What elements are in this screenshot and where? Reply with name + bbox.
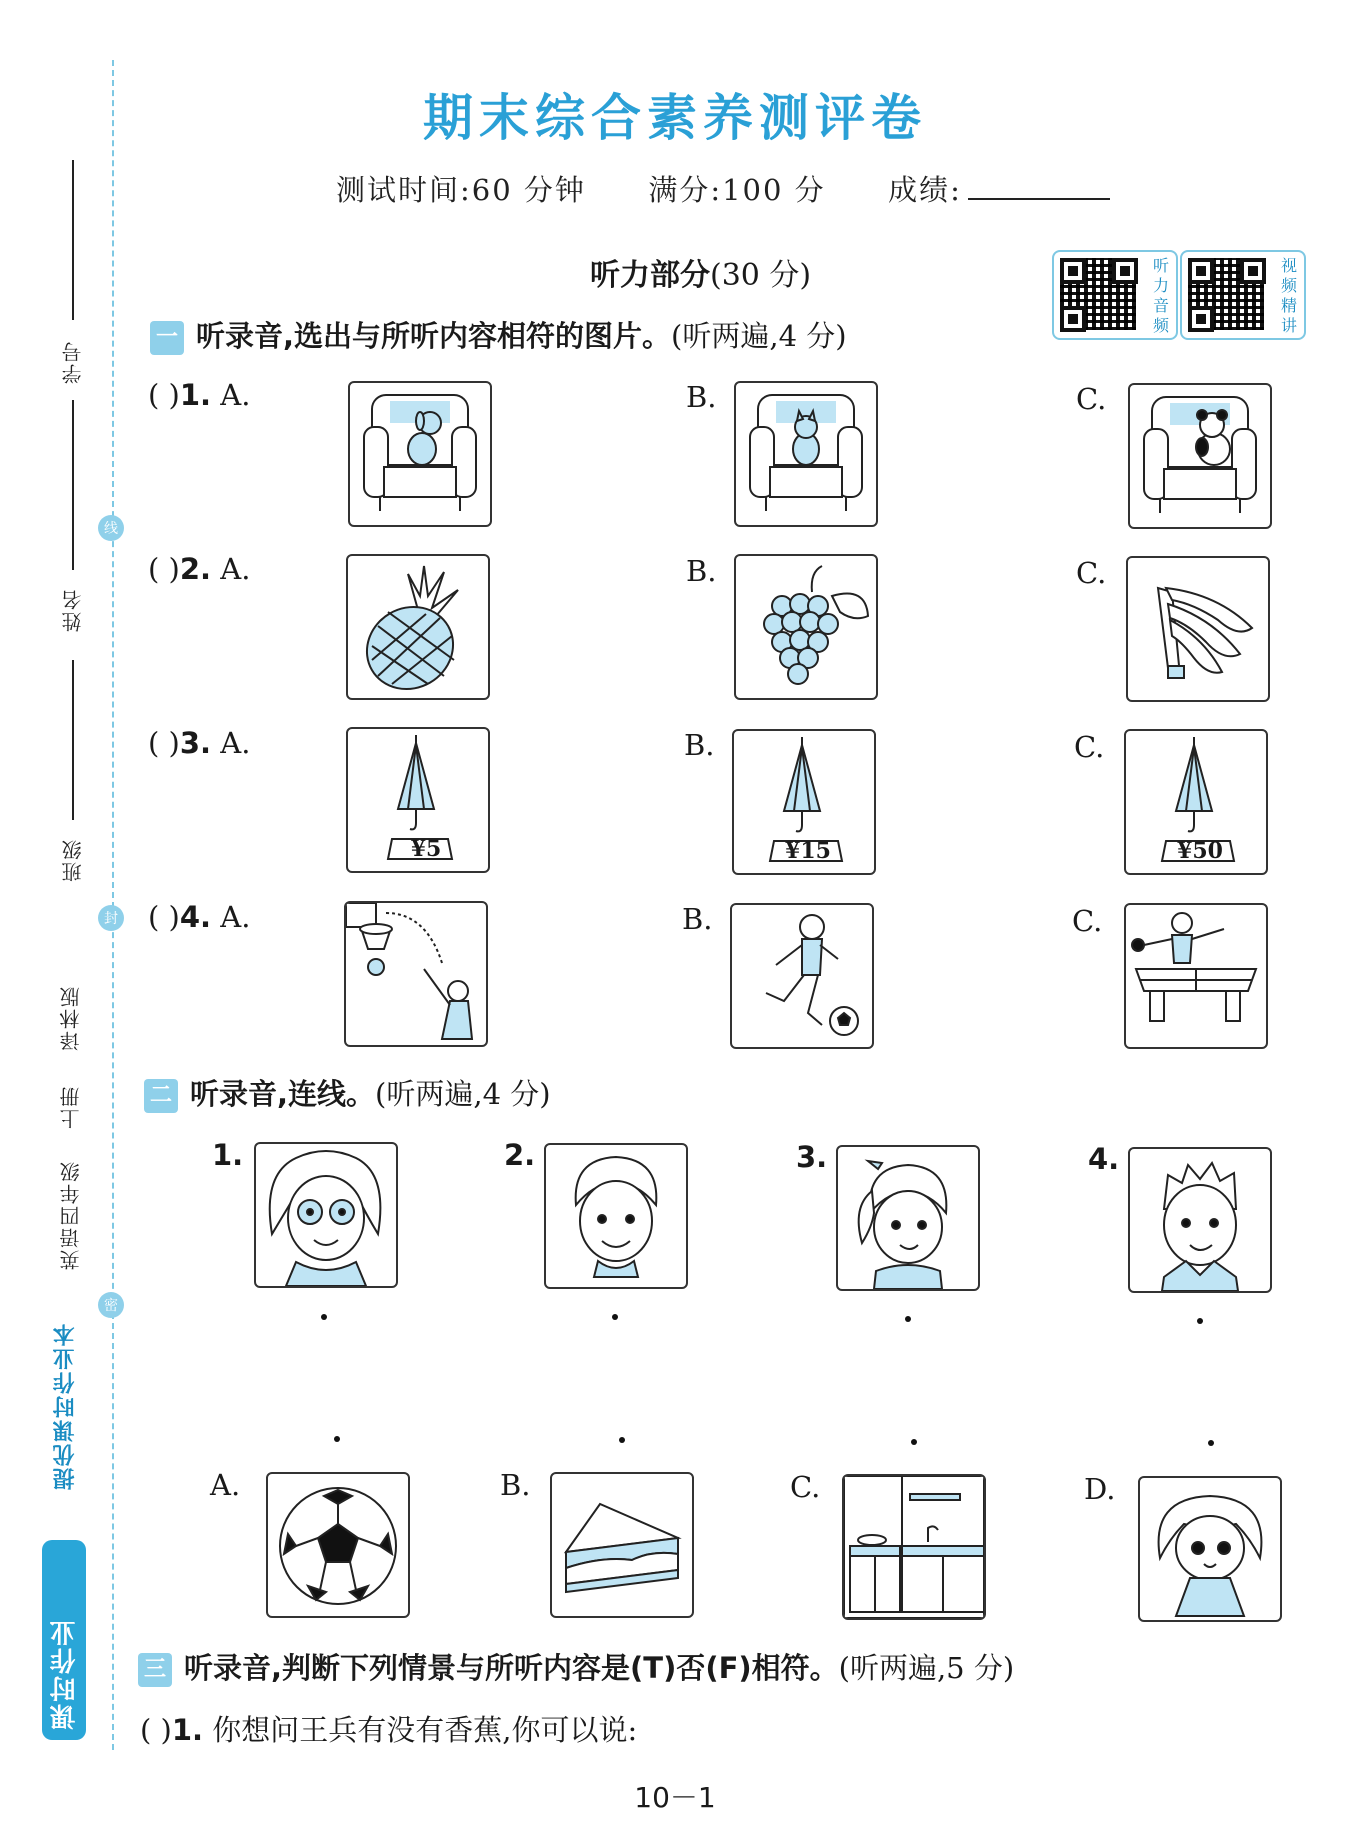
connect-dot-top-1[interactable]: [321, 1314, 327, 1320]
connect-dot-bottom-b[interactable]: [619, 1437, 625, 1443]
pineapple-image[interactable]: [346, 554, 490, 700]
qr-listening-audio[interactable]: 听力音频: [1052, 250, 1178, 340]
s1-q3-label: ( )3. A.: [148, 726, 251, 760]
s2-top-label-1: 1.: [212, 1138, 244, 1172]
price-tag-50: ¥50: [1177, 838, 1223, 864]
part-title: 听力部分(30 分): [590, 258, 812, 293]
doll-image[interactable]: [1138, 1476, 1282, 1622]
connect-dot-top-3[interactable]: [905, 1316, 911, 1322]
s2-top-label-2: 2.: [504, 1138, 536, 1172]
s1-q2-label: ( )2. A.: [148, 552, 251, 586]
page-number: 10－1: [634, 1781, 716, 1814]
s2-top-label-3: 3.: [796, 1140, 828, 1174]
section-3-heading: 三 听录音,判断下列情景与所听内容是(T)否(F)相符。(听两遍,5 分): [138, 1646, 1014, 1687]
section-1-heading: 一 听录音,选出与所听内容相符的图片。(听两遍,4 分): [150, 314, 847, 355]
s3-q1: ( )1. 你想问王兵有没有香蕉,你可以说:: [140, 1713, 638, 1747]
exam-info: [336, 168, 1110, 209]
binding-mark-line: 线: [98, 515, 124, 541]
s1-q3-option-b: B.: [684, 728, 715, 762]
boy-2-image[interactable]: [1128, 1147, 1272, 1293]
girl-ponytail-image[interactable]: [836, 1145, 980, 1291]
connect-dot-top-2[interactable]: [612, 1314, 618, 1320]
kitchen-image[interactable]: [842, 1474, 986, 1620]
armchair-dog-image[interactable]: [348, 381, 492, 527]
s1-q3-option-c: C.: [1074, 730, 1105, 764]
score-blank: [968, 174, 1110, 200]
exam-full-score: 满分:100 分: [648, 173, 826, 207]
book-volume: 上册: [59, 1085, 83, 1129]
s2-bottom-label-b: B.: [500, 1468, 531, 1502]
s1-q2-option-b: B.: [686, 554, 717, 588]
woman-glasses-image[interactable]: [254, 1142, 398, 1288]
s1-q4-label: ( )4. A.: [148, 900, 251, 934]
book-grade: 英语四年级: [59, 1160, 83, 1270]
armchair-panda-image[interactable]: [1128, 383, 1272, 529]
s1-q1-option-b: B.: [686, 380, 717, 414]
connect-dot-bottom-a[interactable]: [334, 1436, 340, 1442]
armchair-cat-image[interactable]: [734, 381, 878, 527]
grapes-image[interactable]: [734, 554, 878, 700]
section-2-heading: 二 听录音,连线。(听两遍,4 分): [144, 1072, 551, 1113]
price-tag-15: ¥15: [785, 838, 831, 864]
book-edition: 译林版: [59, 985, 83, 1051]
connect-dot-top-4[interactable]: [1197, 1318, 1203, 1324]
bananas-image[interactable]: [1126, 556, 1270, 702]
name-fill-line: [72, 400, 74, 570]
binding-mark-secret: 密: [98, 1292, 124, 1318]
sandwich-image[interactable]: [550, 1472, 694, 1618]
s1-q4-option-c: C.: [1072, 904, 1103, 938]
football-player-image[interactable]: [730, 903, 874, 1049]
s2-bottom-label-d: D.: [1084, 1472, 1116, 1506]
s2-bottom-label-c: C.: [790, 1470, 821, 1504]
basketball-image[interactable]: [344, 901, 488, 1047]
s1-q4-option-b: B.: [682, 902, 713, 936]
table-tennis-image[interactable]: [1124, 903, 1268, 1049]
student-no-label: 学号: [61, 340, 85, 384]
class-label: 班级: [61, 838, 85, 882]
student-no-fill-line: [72, 160, 74, 320]
name-label: 姓名: [61, 588, 85, 632]
page-title: 期末综合素养测评卷: [423, 89, 927, 147]
exam-score-label: 成绩:: [888, 173, 962, 207]
s1-q1-label: ( )1. A.: [148, 378, 251, 412]
connect-dot-bottom-c[interactable]: [911, 1439, 917, 1445]
exam-time: 测试时间:60 分钟: [336, 173, 586, 207]
s2-top-label-4: 4.: [1088, 1142, 1120, 1176]
series-name: 提优课时作业本: [53, 1322, 78, 1490]
qr-video-lecture[interactable]: 视频精讲: [1180, 250, 1306, 340]
binding-mark-seal: 封: [98, 905, 124, 931]
s1-q2-option-c: C.: [1076, 556, 1107, 590]
brand-logo: 课时作业: [42, 1540, 86, 1740]
s1-q1-option-c: C.: [1076, 382, 1107, 416]
class-fill-line: [72, 660, 74, 820]
price-tag-5: ¥5: [410, 836, 442, 862]
connect-dot-bottom-d[interactable]: [1208, 1440, 1214, 1446]
s2-bottom-label-a: A.: [210, 1468, 241, 1502]
boy-image[interactable]: [544, 1143, 688, 1289]
football-image[interactable]: [266, 1472, 410, 1618]
